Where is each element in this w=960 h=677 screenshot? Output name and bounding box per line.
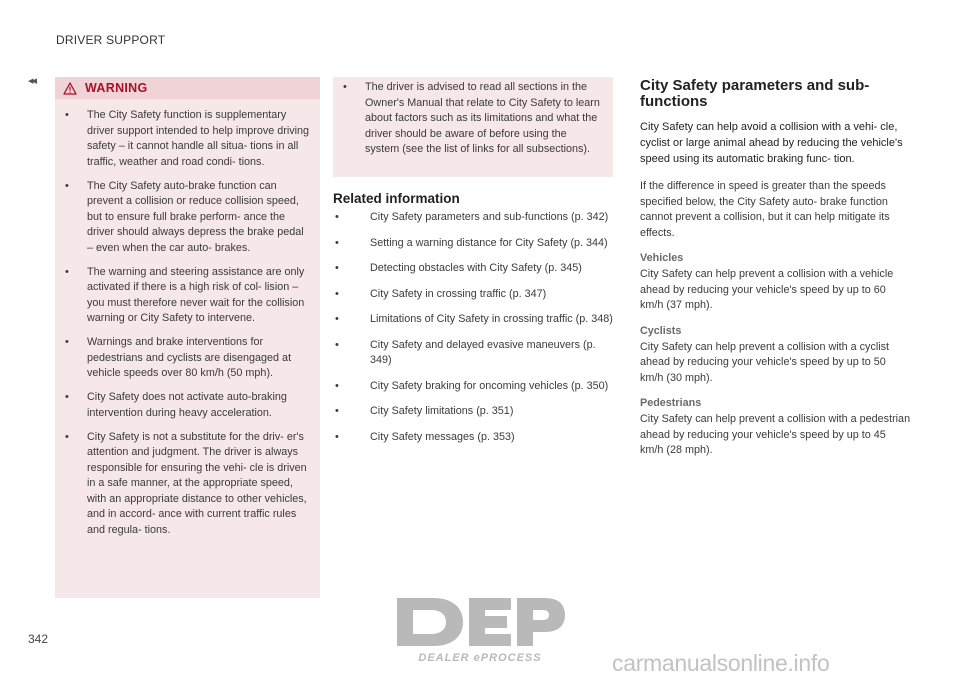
warning-box: [55, 77, 320, 598]
cyclists-text: City Safety can help prevent a collision with a cyclist ahead by reducing your vehicle's speed by up to 50 km/h (30 mph).: [640, 340, 890, 384]
warning-triangle-icon: [63, 82, 77, 95]
warning-item: • City Safety is not a substitute for the driv- er's attention and judgment. The driver is always responsible for ensuring the vehi- cle is driven in a safe manner, at the appropriate speed, with an appropriate distance to other vehicles, and in accord- ance with current traffic rules and regula- tions.: [63, 430, 310, 539]
related-title: Related information: [333, 191, 460, 206]
related-information: [333, 191, 618, 455]
related-link[interactable]: • Setting a warning distance for City Safety (p. 344): [333, 236, 618, 252]
warning-continued-box: [333, 77, 613, 177]
warning-item: • The City Safety function is supplementary driver support intended to help improve driving safety – it cannot handle all situa- tions in all traffic, weather and road condi- tions.: [63, 108, 310, 170]
related-link[interactable]: • City Safety parameters and sub-functions (p. 342): [333, 210, 618, 226]
main-article: [640, 78, 912, 459]
related-link[interactable]: • City Safety braking for oncoming vehicles (p. 350): [333, 379, 618, 395]
related-link[interactable]: • City Safety messages (p. 353): [333, 430, 618, 446]
warning-item: • The driver is advised to read all sections in the Owner's Manual that relate to City Safety to learn about factors such as its limitations and what the driver should be aware of before using the system (see the list of links for all subsections).: [341, 80, 603, 158]
dealer-eprocess-logo: [393, 594, 568, 666]
warning-header: [55, 77, 320, 99]
warning-item: • City Safety does not activate auto-braking intervention during heavy acceleration.: [63, 390, 310, 421]
warning-continued-list: [333, 77, 613, 158]
section-header: DRIVER SUPPORT: [56, 33, 166, 47]
related-link[interactable]: • City Safety in crossing traffic (p. 347): [333, 287, 618, 303]
related-link[interactable]: • City Safety limitations (p. 351): [333, 404, 618, 420]
pedestrians-text: City Safety can help prevent a collision with a pedestrian ahead by reducing your vehicle's speed by up to 45 km/h (28 mph).: [640, 413, 911, 456]
related-link[interactable]: • Detecting obstacles with City Safety (p. 345): [333, 261, 618, 277]
svg-text:DEALER ePROCESS: DEALER ePROCESS: [418, 652, 542, 664]
vehicles-text: City Safety can help prevent a collision with a vehicle ahead by reducing your vehicle's speed by up to 60 km/h (37 mph).: [640, 268, 894, 311]
page-number: 342: [28, 632, 49, 646]
cyclists-heading: Cyclists: [640, 324, 682, 337]
article-intro: City Safety can help avoid a collision with a vehi- cle, cyclist or large animal ahead by reducing the vehicle's speed using its automatic braking func- tion.: [640, 121, 903, 165]
warning-title: WARNING: [85, 81, 148, 95]
related-link[interactable]: • City Safety and delayed evasive maneuvers (p. 349): [333, 338, 618, 369]
watermark-site: carmanualsonline.info: [612, 650, 830, 676]
warning-list: [55, 99, 320, 538]
article-paragraph: If the difference in speed is greater than the speeds specified below, the City Safety auto- brake function cannot prevent a collision, but it can help mitigate its effects.: [640, 180, 890, 239]
warning-item: • Warnings and brake interventions for pedestrians and cyclists are disengaged at vehicle speeds over 80 km/h (50 mph).: [63, 335, 310, 382]
warning-item: • The warning and steering assistance are only activated if there is a high risk of col- lision – you must therefore never wait for the collision warning or City Safety to intervene.: [63, 265, 310, 327]
related-link[interactable]: • Limitations of City Safety in crossing traffic (p. 348): [333, 312, 618, 328]
back-arrows-icon[interactable]: ◂◂: [28, 75, 36, 87]
pedestrians-heading: Pedestrians: [640, 397, 702, 409]
article-title: City Safety parameters and sub- functions: [640, 77, 870, 110]
related-list: [333, 210, 618, 445]
warning-item: • The City Safety auto-brake function can prevent a collision or reduce collision speed, but to ensure full brake perform- ance the driver should always depress the brake pedal – even when the car auto- brakes.: [63, 179, 310, 257]
vehicles-heading: Vehicles: [640, 252, 684, 264]
